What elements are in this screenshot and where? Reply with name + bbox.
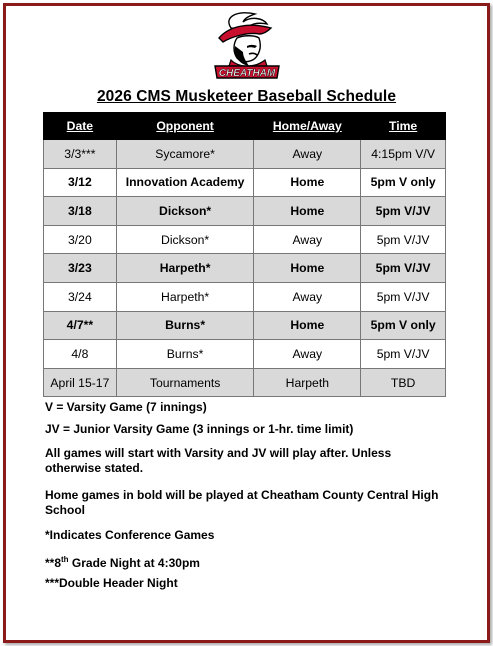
cell-opponent: Harpeth* xyxy=(116,282,254,311)
cell-date: 3/12 xyxy=(44,168,117,197)
cell-date: 3/20 xyxy=(44,225,117,254)
table-row xyxy=(44,311,446,340)
table-row xyxy=(44,340,446,369)
table-row xyxy=(44,368,446,397)
table-row xyxy=(44,225,446,254)
cell-date: 4/7** xyxy=(44,311,117,340)
cell-date: April 15-17 xyxy=(44,368,117,397)
cell-location: Away xyxy=(254,282,361,311)
table-row xyxy=(44,282,446,311)
table-row xyxy=(44,168,446,197)
cell-location: Away xyxy=(254,140,361,169)
note-eighth-rest: Grade Night at 4:30pm xyxy=(68,556,200,570)
note-varsity: V = Varsity Game (7 innings) xyxy=(45,400,207,414)
cell-location: Home xyxy=(254,197,361,226)
header-time: Time xyxy=(361,113,446,140)
note-conference: *Indicates Conference Games xyxy=(45,528,215,542)
cell-opponent: Dickson* xyxy=(116,225,254,254)
cell-time: 5pm V only xyxy=(361,168,446,197)
cell-time: 5pm V/JV xyxy=(361,282,446,311)
cell-opponent: Burns* xyxy=(116,311,254,340)
note-eighth-sup: th xyxy=(61,555,69,564)
cell-time: 5pm V/JV xyxy=(361,197,446,226)
cell-date: 3/18 xyxy=(44,197,117,226)
cell-time: 5pm V/JV xyxy=(361,225,446,254)
cell-time: 5pm V/JV xyxy=(361,340,446,369)
cell-opponent: Harpeth* xyxy=(116,254,254,283)
note-eighth-grade xyxy=(45,552,445,571)
cell-opponent: Innovation Academy xyxy=(116,168,254,197)
cell-date: 4/8 xyxy=(44,340,117,369)
cell-time: 4:15pm V/V xyxy=(361,140,446,169)
note-start: All games will start with Varsity and JV will play after. Unless otherwise stated. xyxy=(45,446,392,475)
cell-location: Home xyxy=(254,311,361,340)
page-title: 2026 CMS Musketeer Baseball Schedule xyxy=(96,88,397,105)
note-double-header: ***Double Header Night xyxy=(45,576,178,590)
cell-location: Away xyxy=(254,225,361,254)
header-home-away: Home/Away xyxy=(254,113,361,140)
table-row xyxy=(44,197,446,226)
table-row xyxy=(44,140,446,169)
header-date: Date xyxy=(44,113,117,140)
cell-opponent: Dickson* xyxy=(116,197,254,226)
table-header-row xyxy=(44,113,446,140)
cell-date: 3/23 xyxy=(44,254,117,283)
note-jv: JV = Junior Varsity Game (3 innings or 1-hr. time limit) xyxy=(45,422,354,436)
table-row xyxy=(44,254,446,283)
cell-opponent: Sycamore* xyxy=(116,140,254,169)
cell-time: 5pm V/JV xyxy=(361,254,446,283)
schedule-table xyxy=(43,112,446,397)
cell-date: 3/24 xyxy=(44,282,117,311)
cell-date: 3/3*** xyxy=(44,140,117,169)
cell-location: Home xyxy=(254,168,361,197)
cell-time: TBD xyxy=(361,368,446,397)
logo-text: CHEATHAM xyxy=(218,68,276,79)
note-eighth-prefix: **8 xyxy=(45,556,62,570)
cell-opponent: Tournaments xyxy=(116,368,254,397)
musketeer-logo-icon xyxy=(209,8,285,84)
note-home-games: Home games in bold will be played at Cheatham County Central High School xyxy=(45,488,439,517)
cell-time: 5pm V only xyxy=(361,311,446,340)
cell-location: Home xyxy=(254,254,361,283)
cell-opponent: Burns* xyxy=(116,340,254,369)
cell-location: Away xyxy=(254,340,361,369)
header-opponent: Opponent xyxy=(116,113,254,140)
cell-location: Harpeth xyxy=(254,368,361,397)
